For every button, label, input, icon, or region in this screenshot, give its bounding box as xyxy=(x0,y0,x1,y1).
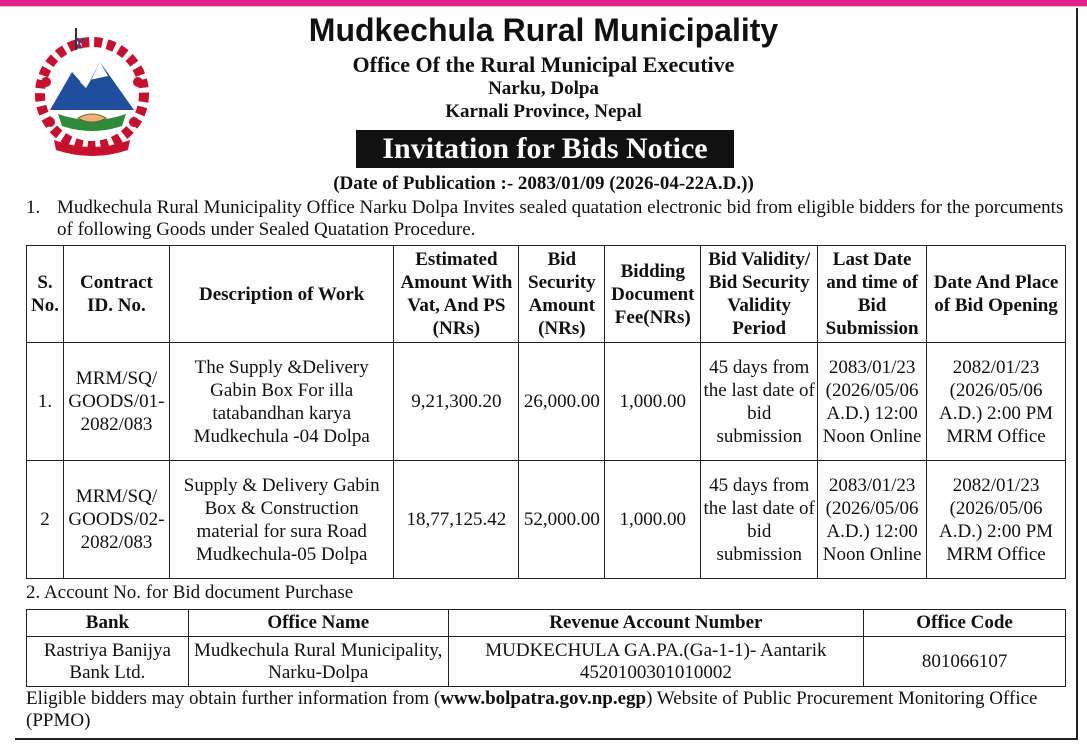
header-sn: S. No. xyxy=(27,246,64,343)
office-subtitle: Office Of the Rural Municipal Executive xyxy=(352,52,735,77)
cell-bank: Rastriya Banijya Bank Ltd. xyxy=(27,637,189,687)
header-document-fee: Bidding Document Fee(NRs) xyxy=(605,246,701,343)
header-last-date: Last Date and time of Bid Submission xyxy=(818,246,927,343)
cell-sn: 2 xyxy=(27,461,64,579)
cell-description: Supply & Delivery Gabin Box & Construction material for sura Road Mudkechula-05 Dolpa xyxy=(169,461,394,579)
cell-account-number: MUDKECHULA GA.PA.(Ga-1-1)- Aantarik 4520100301010002 xyxy=(448,637,864,687)
cell-estimate: 9,21,300.20 xyxy=(394,343,519,461)
footer-text-pre: Eligible bidders may obtain further information from ( xyxy=(26,688,441,709)
account-table xyxy=(26,609,1066,687)
header-validity: Bid Validity/ Bid Security Validity Period xyxy=(701,246,818,343)
notice-banner: Invitation for Bids Notice xyxy=(356,130,734,168)
header-office-code: Office Code xyxy=(864,610,1066,637)
header-description: Description of Work xyxy=(169,246,394,343)
header-bid-security: Bid Security Amount (NRs) xyxy=(519,246,605,343)
website-link[interactable]: www.bolpatra.gov.np.egp xyxy=(440,688,647,709)
cell-last-date: 2083/01/23 (2026/05/06 A.D.) 12:00 Noon Online xyxy=(818,343,927,461)
cell-document-fee: 1,000.00 xyxy=(605,461,701,579)
section-1-number: 1. xyxy=(26,197,41,218)
bids-table xyxy=(26,245,1066,579)
header-account-number: Revenue Account Number xyxy=(448,610,864,637)
section-1-text: Mudkechula Rural Municipality Office Narku Dolpa Invites sealed quatation electronic bid from eligible bidders for the porcuments of following Goods under Sealed Quatation Procedure. xyxy=(57,197,1064,240)
table-row xyxy=(27,461,1066,579)
municipality-title: Mudkechula Rural Municipality xyxy=(308,12,779,48)
header-office-name: Office Name xyxy=(188,610,448,637)
province-line: Karnali Province, Nepal xyxy=(445,101,642,122)
table-row xyxy=(27,637,1066,687)
header-bank: Bank xyxy=(27,610,189,637)
account-header-row xyxy=(27,610,1066,637)
table-row xyxy=(27,343,1066,461)
cell-opening: 2082/01/23 (2026/05/06 A.D.) 2:00 PM MRM Office xyxy=(927,461,1066,579)
cell-bid-security: 52,000.00 xyxy=(519,461,605,579)
cell-sn: 1. xyxy=(27,343,64,461)
cell-description: The Supply &Delivery Gabin Box For illa tatabandhan karya Mudkechula -04 Dolpa xyxy=(169,343,394,461)
cell-validity: 45 days from the last date of bid submission xyxy=(701,343,818,461)
cell-office-code: 801066107 xyxy=(864,637,1066,687)
publication-date: (Date of Publication :- 2083/01/09 (2026-04-22A.D.)) xyxy=(333,173,754,194)
top-accent-line-light xyxy=(0,6,1087,7)
cell-validity: 45 days from the last date of bid submission xyxy=(701,461,818,579)
cell-document-fee: 1,000.00 xyxy=(605,343,701,461)
section-1-paragraph xyxy=(26,197,1066,241)
header-estimate: Estimated Amount With Vat, And PS (NRs) xyxy=(394,246,519,343)
location-line: Narku, Dolpa xyxy=(488,78,599,99)
cell-opening: 2082/01/23 (2026/05/06 A.D.) 2:00 PM MRM Office xyxy=(927,343,1066,461)
cell-estimate: 18,77,125.42 xyxy=(394,461,519,579)
cell-contract-id: MRM/SQ/ GOODS/01- 2082/083 xyxy=(63,343,169,461)
cell-contract-id: MRM/SQ/ GOODS/02- 2082/083 xyxy=(63,461,169,579)
footer-text-post: ) Website of Public Procurement Monitoring Office (PPMO) xyxy=(26,688,1038,731)
header-contract-id: Contract ID. No. xyxy=(63,246,169,343)
header-opening: Date And Place of Bid Opening xyxy=(927,246,1066,343)
cell-bid-security: 26,000.00 xyxy=(519,343,605,461)
cell-office-name: Mudkechula Rural Municipality, Narku-Dolpa xyxy=(188,637,448,687)
footer-note xyxy=(26,688,1071,732)
bids-header-row xyxy=(27,246,1066,343)
cell-last-date: 2083/01/23 (2026/05/06 A.D.) 12:00 Noon Online xyxy=(818,461,927,579)
section-2-heading: 2. Account No. for Bid document Purchase xyxy=(26,582,354,603)
